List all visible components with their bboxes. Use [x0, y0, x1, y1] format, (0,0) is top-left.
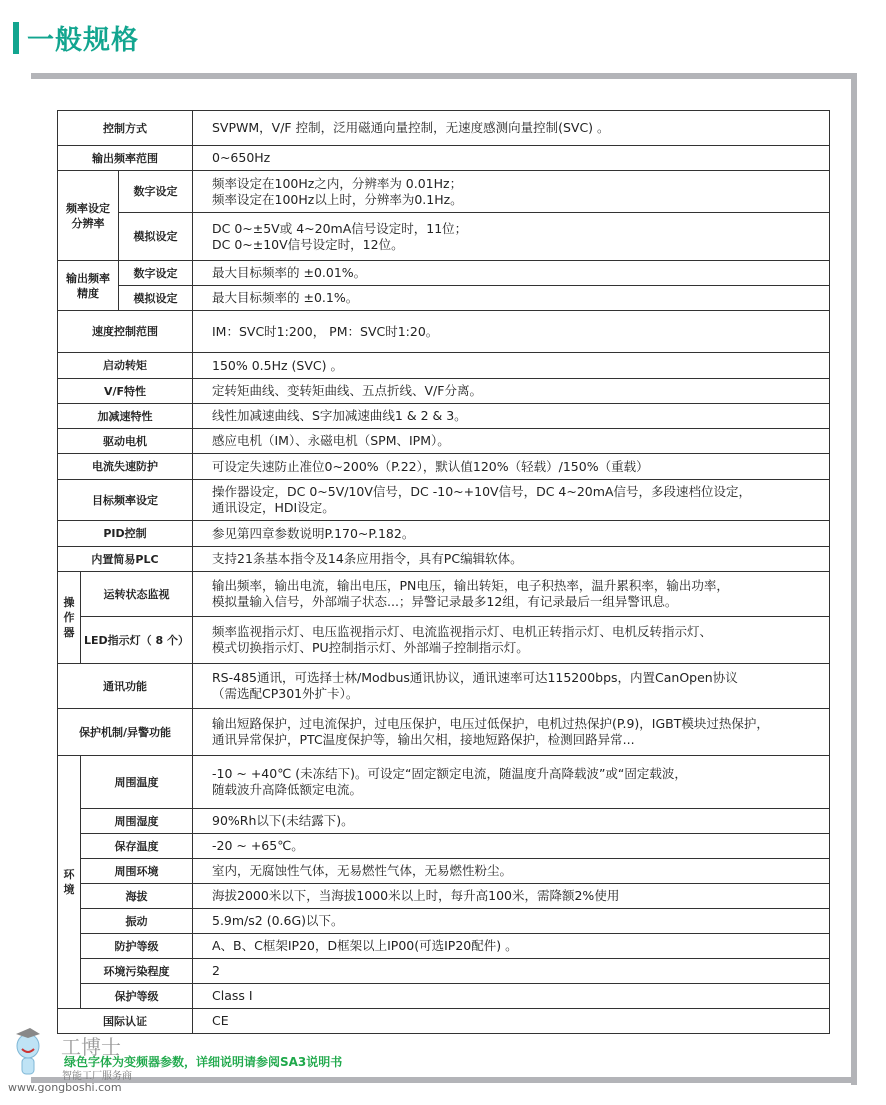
spec-value [193, 429, 830, 454]
table-row [58, 521, 830, 547]
spec-value-line: 操作器设定，DC 0~5V/10V信号，DC -10~+10V信号，DC 4~20mA信号，多段速档位设定， [212, 484, 751, 499]
spec-value [193, 709, 830, 756]
spec-value-line: 频率监视指示灯、电压监视指示灯、电流监视指示灯、电机正转指示灯、电机反转指示灯、 [212, 624, 713, 639]
spec-group-label: 操 作 器 [58, 572, 81, 664]
spec-label: 周围温度 [81, 756, 193, 809]
spec-label: 海拔 [81, 884, 193, 909]
table-row [58, 572, 830, 617]
spec-label: 模拟设定 [119, 286, 193, 311]
spec-value-line: 线性加减速曲线、S字加减速曲线1 & 2 & 3。 [212, 408, 467, 423]
spec-value-line: 室内，无腐蚀性气体，无易燃性气体，无易燃性粉尘。 [212, 863, 513, 878]
spec-group-label: 环 境 [58, 756, 81, 1009]
spec-label: 保护等级 [81, 984, 193, 1009]
table-row [58, 261, 830, 286]
spec-value-line: 模拟量输入信号，外部端子状态...；异警记录最多12组，有记录最后一组异警讯息。 [212, 594, 678, 609]
spec-value-line: 频率设定在100Hz以上时，分辨率为0.1Hz。 [212, 191, 463, 207]
spec-value [193, 984, 830, 1009]
spec-label: 启动转矩 [58, 353, 193, 379]
spec-value-line: 参见第四章参数说明P.170~P.182。 [212, 525, 415, 541]
table-row [58, 934, 830, 959]
spec-value-line: 0~650Hz [212, 150, 271, 165]
table-row [58, 146, 830, 171]
spec-value-line: DC 0~±5V或 4~20mA信号设定时，11位； [212, 220, 468, 236]
spec-value-line: 频率设定在100Hz之内，分辨率为 0.01Hz； [212, 175, 463, 191]
spec-value [193, 171, 830, 213]
spec-label: PID控制 [58, 521, 193, 547]
spec-label: 加减速特性 [58, 404, 193, 429]
table-row [58, 909, 830, 934]
footer-note: 绿色字体为变频器参数，详细说明请参阅SA3说明书 [64, 1055, 343, 1069]
spec-value [193, 859, 830, 884]
spec-label: 内置简易PLC [58, 547, 193, 572]
svg-text:工博士: 工博士 [61, 1035, 121, 1059]
spec-label: 防护等级 [81, 934, 193, 959]
spec-value-line: CE [212, 1013, 229, 1028]
spec-value [193, 404, 830, 429]
spec-value-line: 模式切换指示灯、PU控制指示灯、外部端子控制指示灯。 [212, 640, 529, 655]
frame-border-right [851, 73, 857, 1085]
table-row [58, 547, 830, 572]
table-row [58, 617, 830, 664]
spec-label: LED指示灯（ 8 个） [81, 617, 193, 664]
spec-value [193, 617, 830, 664]
spec-value [193, 480, 830, 521]
spec-value [193, 146, 830, 171]
spec-value-line: Class I [212, 988, 253, 1003]
spec-value [193, 934, 830, 959]
spec-label: 保护机制/异警功能 [58, 709, 193, 756]
title-accent-bar [13, 22, 19, 54]
spec-label: 运转状态监视 [81, 572, 193, 617]
logo-subtitle: 智能工厂服务商 [62, 1071, 132, 1082]
spec-value [193, 286, 830, 311]
spec-value [193, 261, 830, 286]
spec-value-line: 定转矩曲线、变转矩曲线、五点折线、V/F分离。 [212, 383, 482, 398]
spec-label: 国际认证 [58, 1009, 193, 1034]
spec-value-line: （需选配CP301外扩卡）。 [212, 686, 359, 701]
spec-value [193, 834, 830, 859]
table-row [58, 709, 830, 756]
page-title: 一般规格 [27, 25, 139, 56]
spec-value-line: A、B、C框架IP20，D框架以上IP00(可选IP20配件) 。 [212, 938, 518, 953]
spec-value-line: 随载波升高降低额定电流。 [212, 782, 363, 797]
table-row [58, 286, 830, 311]
spec-value [193, 1009, 830, 1034]
table-row [58, 834, 830, 859]
table-row [58, 959, 830, 984]
spec-value-line: 海拔2000米以下，当海拔1000米以上时，每升高100米，需降额2%使用 [212, 888, 620, 903]
spec-value [193, 353, 830, 379]
table-row [58, 311, 830, 353]
table-row [58, 379, 830, 404]
spec-value-line: DC 0~±10V信号设定时，12位。 [212, 236, 404, 252]
spec-value-line: 150% 0.5Hz (SVC) 。 [212, 357, 343, 373]
table-row [58, 756, 830, 809]
spec-value-line: 输出频率，输出电流，输出电压，PN电压，输出转矩，电子积热率，温升累积率，输出功率， [212, 578, 729, 593]
spec-value [193, 809, 830, 834]
spec-value [193, 959, 830, 984]
spec-value-line: 感应电机（IM）、永磁电机（SPM、IPM）。 [212, 433, 450, 448]
spec-value-line: 支持21条基本指令及14条应用指令，具有PC编辑软体。 [212, 551, 523, 566]
spec-value-line: 输出短路保护，过电流保护，过电压保护，电压过低保护，电机过热保护(P.9)，IGBT模块过热保护， [212, 716, 769, 731]
table-row [58, 884, 830, 909]
table-row [58, 1009, 830, 1034]
table-row [58, 353, 830, 379]
table-row [58, 429, 830, 454]
spec-label: 振动 [81, 909, 193, 934]
spec-group-label: 频率设定 分辨率 [58, 171, 119, 261]
spec-value [193, 547, 830, 572]
spec-label: 环境污染程度 [81, 959, 193, 984]
spec-value [193, 454, 830, 480]
spec-label: V/F特性 [58, 379, 193, 404]
spec-value-line: 可设定失速防止准位0~200%（P.22），默认值120%（轻载）/150%（重载） [212, 458, 649, 474]
spec-label: 输出频率范围 [58, 146, 193, 171]
table-row [58, 664, 830, 709]
table-row [58, 984, 830, 1009]
spec-label: 驱动电机 [58, 429, 193, 454]
spec-value [193, 379, 830, 404]
spec-value [193, 756, 830, 809]
logo-url: www.gongboshi.com [8, 1081, 122, 1094]
spec-value-line: 2 [212, 963, 220, 978]
spec-group-label: 输出频率 精度 [58, 261, 119, 311]
table-row [58, 171, 830, 213]
spec-label: 数字设定 [119, 171, 193, 213]
spec-value [193, 521, 830, 547]
spec-value [193, 111, 830, 146]
table-row [58, 454, 830, 480]
spec-value-line: 5.9m/s2 (0.6G)以下。 [212, 913, 344, 928]
table-row [58, 213, 830, 261]
spec-value-line: RS-485通讯，可选择士林/Modbus通讯协议，通讯速率可达115200bps，内置CanOpen协议 [212, 670, 738, 685]
spec-label: 保存温度 [81, 834, 193, 859]
spec-value-line: -10 ~ +40℃ (未冻结下)。可设定“固定额定电流，随温度升高降载波”或“固定载波， [212, 766, 687, 781]
spec-value-line: -20 ~ +65℃。 [212, 838, 304, 853]
spec-value-line: 最大目标频率的 ±0.1%。 [212, 290, 359, 305]
spec-value [193, 884, 830, 909]
spec-value [193, 311, 830, 353]
table-row [58, 480, 830, 521]
spec-label: 目标频率设定 [58, 480, 193, 521]
table-row [58, 404, 830, 429]
spec-value [193, 572, 830, 617]
spec-value-line: 通讯异常保护，PTC温度保护等，输出欠相，接地短路保护，检测回路异常... [212, 732, 635, 747]
spec-label: 周围环境 [81, 859, 193, 884]
spec-value [193, 664, 830, 709]
spec-label: 电流失速防护 [58, 454, 193, 480]
spec-value-line: IM：SVC时1:200， PM：SVC时1:20。 [212, 323, 439, 339]
spec-table [57, 110, 830, 1034]
spec-value-line: 90%Rh以下(未结露下)。 [212, 813, 354, 828]
spec-value-line: 通讯设定，HDI设定。 [212, 500, 335, 515]
spec-value [193, 909, 830, 934]
spec-label: 速度控制范围 [58, 311, 193, 353]
spec-value-line: 最大目标频率的 ±0.01%。 [212, 265, 367, 280]
spec-label: 数字设定 [119, 261, 193, 286]
frame-border-bottom [31, 1077, 857, 1083]
spec-label: 模拟设定 [119, 213, 193, 261]
spec-label: 控制方式 [58, 111, 193, 146]
spec-label: 周围湿度 [81, 809, 193, 834]
spec-value-line: SVPWM，V/F 控制，泛用磁通向量控制，无速度感测向量控制(SVC) 。 [212, 120, 610, 135]
table-row [58, 859, 830, 884]
spec-value [193, 213, 830, 261]
table-row [58, 809, 830, 834]
table-row [58, 111, 830, 146]
frame-border-top [31, 73, 857, 79]
spec-label: 通讯功能 [58, 664, 193, 709]
